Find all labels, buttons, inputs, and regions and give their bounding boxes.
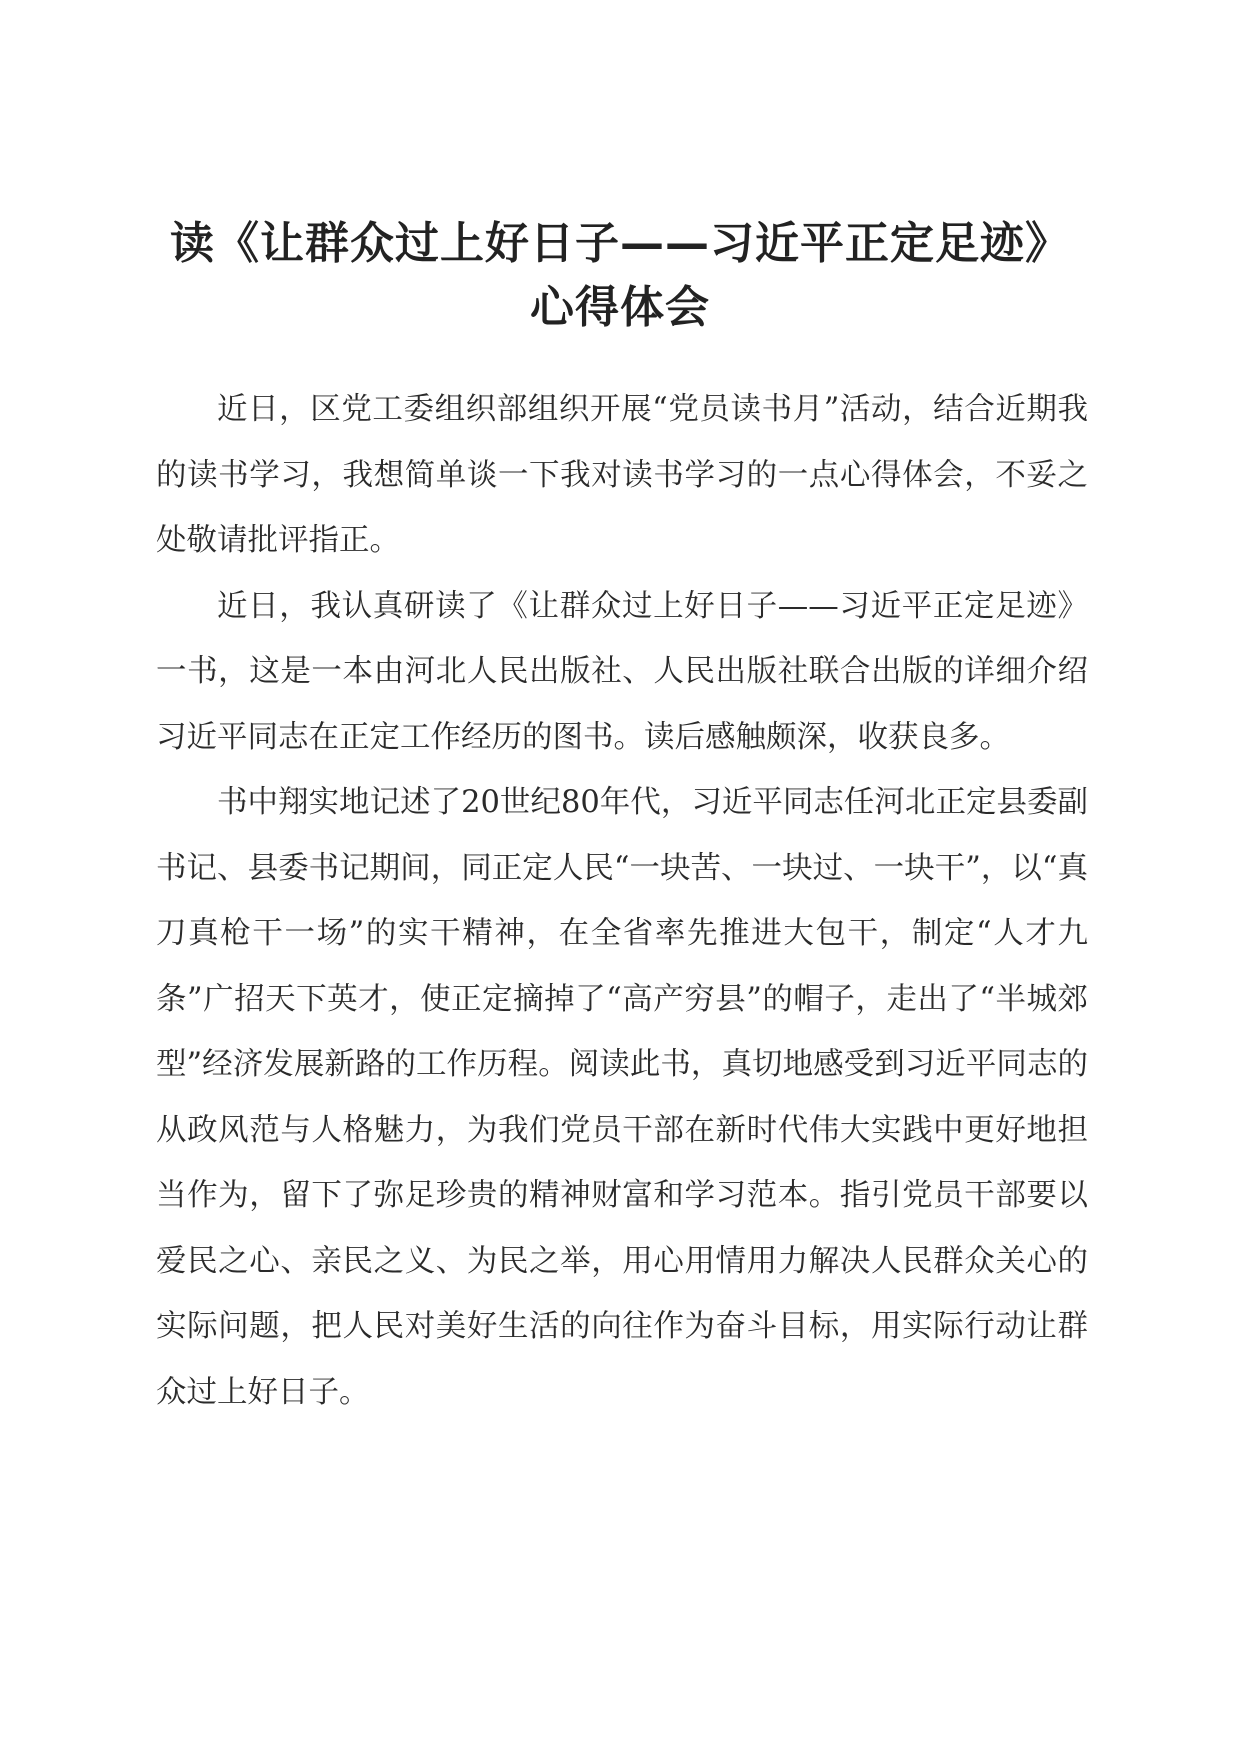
paragraph-3: 书中翔实地记述了20世纪80年代，习近平同志任河北正定县委副书记、县委书记期间，同正定人民“一块苦、一块过、一块干”，以“真刀真枪干一场”的实干精神，在全省率先推进大包干，制定“人才九条”广招天下英才，使正定摘掉了“高产穷县”的帽子，走出了“半城郊型”经济发展新路的工作历程。阅读此书，真切地感受到习近平同志的从政风范与人格魅力，为我们党员干部在新时代伟大实践中更好地担当作为，留下了弥足珍贵的精神财富和学习范本。指引党员干部要以爱民之心、亲民之义、为民之举，用心用情用力解决人民群众关心的实际问题，把人民对美好生活的向往作为奋斗目标，用实际行动让群众过上好日子。 xyxy=(156,785,1088,1410)
document-title xyxy=(150,212,1090,340)
paragraph-1: 近日，区党工委组织部组织开展“党员读书月”活动，结合近期我的读书学习，我想简单谈一下我对读书学习的一点心得体会，不妥之处敬请批评指正。 xyxy=(156,392,1088,558)
title-line-2: 心得体会 xyxy=(530,282,710,333)
title-line-1: 读《让群众过上好日子——习近平正定足迹》 xyxy=(170,218,1070,269)
document-body xyxy=(156,377,1088,1425)
paragraph-2: 近日，我认真研读了《让群众过上好日子——习近平正定足迹》一书，这是一本由河北人民出版社、人民出版社联合出版的详细介绍习近平同志在正定工作经历的图书。读后感触颇深，收获良多。 xyxy=(156,588,1088,755)
